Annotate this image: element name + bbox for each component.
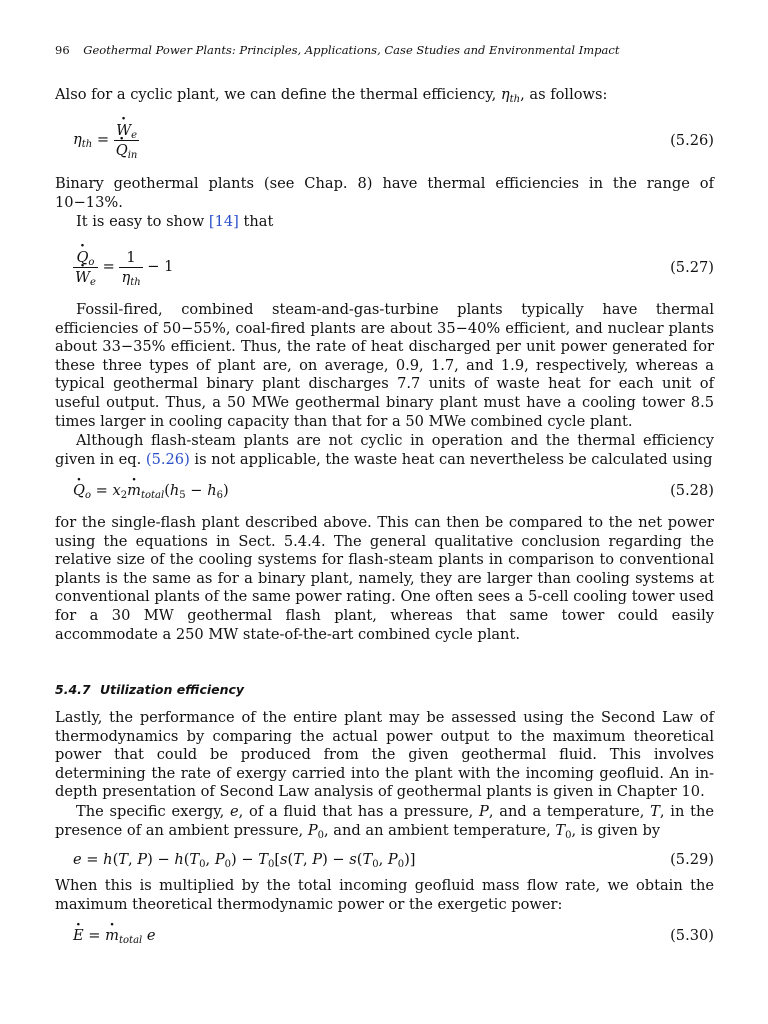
paragraph-easy-to-show: It is easy to show [14] that: [76, 213, 274, 230]
equation-reference-link[interactable]: (5.26): [145, 450, 190, 468]
equation-number: (5.29): [670, 851, 714, 868]
equation-number: (5.27): [670, 259, 714, 276]
paragraph-utilization: Lastly, the performance of the entire plant may be assessed using the Second Law of thermodynamics by comparing the actual power output to the maximum theoretical power that could be produced from the given geothermal fluid. This involves determining the rate of exergy carried into the plant with the incoming geofluid. An in-depth presentation of Second Law analysis of geothermal plants is given in Chapter 10.: [55, 709, 714, 801]
paragraph-thermal-efficiency-intro: Also for a cyclic plant, we can define the thermal efficiency, $\eta_{th}$, as follows:: [55, 86, 608, 105]
paragraph-mass-flow: When this is multiplied by the total incoming geofluid mass flow rate, we obtain the maximum theoretical thermodynamic power or the exergetic power:: [55, 877, 714, 913]
equation-5-30: · E = · $m_{total}$ e (5.30): [55, 927, 714, 971]
equation-5-26: $\eta_{th}$ = · $W_e$ · $Q_{in}$ (5.26): [55, 121, 714, 165]
paragraph-fossil-fired: Fossil-fired, combined steam-and-gas-turbine plants typically have thermal efficiencies of 50−55%, coal-fired plants are about 35−40% efficient, and nuclear plants about 33−35% efficient. Thus, the rate of heat discharged per unit power generated for these three types of plant are, on average, 0.9, 1.7, and 1.9, respectively, whereas a typical geothermal binary plant discharges 7.7 units of waste heat for each unit of useful output. Thus, a 50 MWe geothermal binary plant must have a cooling tower 8.5 times larger in cooling capacity than that for a 50 MWe combined cycle plant.: [55, 301, 714, 430]
page-number: 96: [55, 43, 70, 57]
paragraph-specific-exergy: The specific exergy, e, of a fluid that has a pressure, P, and a temperature, T, in the presence of an ambient pressure, $P_0$, and an ambient temperature, $T_0$, is given by: [55, 803, 714, 841]
section-title: Utilization efficiency: [99, 682, 245, 697]
paragraph-flash-steam: Although flash-steam plants are not cyclic in operation and the thermal efficiency given in eq. (5.26) is not applicable, the waste heat can nevertheless be calculated using: [55, 432, 714, 468]
equation-5-28: · $Q_o = x_2\cdot m_{total}(h_5 - h_6)$ (5.28): [55, 482, 714, 526]
citation-link[interactable]: [14]: [208, 213, 239, 230]
equation-5-29: e = h(T, $P) - h(T_0$, $P_0) - T_0[s(T$, $P) - s(T_0$, $P_0$)] (5.29): [73, 851, 714, 870]
equation-number: (5.28): [670, 482, 714, 499]
paragraph-binary-efficiency: Binary geothermal plants (see Chap. 8) have thermal efficiencies in the range of 10−13%.: [55, 175, 714, 211]
equation-5-27: · $Q_o$ · $W_e$ = $\frac{1}{\eta_{th}}$ − 1 (5.27): [55, 248, 714, 292]
paragraph-single-flash: for the single-flash plant described above. This can then be compared to the net power using the equations in Sect. 5.4.4. The general qualitative conclusion regarding the relative size of the cooling systems for flash-steam plants in comparison to conventional plants is the same as for a binary plant, namely, they are larger than cooling systems at conventional plants of the same power rating. One often sees a 5-cell cooling tower used for a 30 MW geothermal flash plant, whereas that same tower could easily accommodate a 250 MW state-of-the-art combined cycle plant.: [55, 514, 714, 643]
running-header: [55, 41, 619, 60]
equation-number: (5.26): [670, 132, 714, 149]
equation-number: (5.30): [670, 927, 714, 944]
section-number: 5.4.7: [55, 682, 91, 697]
section-heading: [55, 681, 244, 700]
running-title: Geothermal Power Plants: Principles, Applications, Case Studies and Environmental Impact: [83, 43, 620, 57]
